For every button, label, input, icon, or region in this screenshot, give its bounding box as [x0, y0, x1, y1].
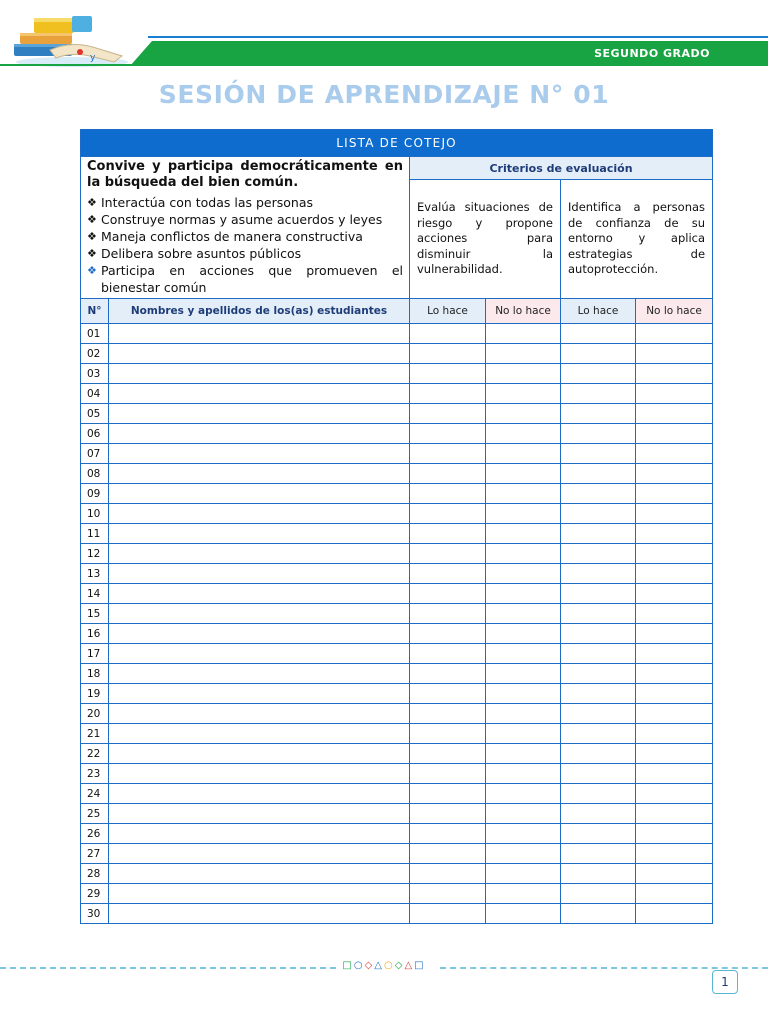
does-cell-2	[561, 704, 636, 724]
does-cell-2	[561, 624, 636, 644]
does-not-cell-2	[636, 384, 713, 404]
row-number: 18	[81, 664, 109, 684]
does-not-cell-2	[636, 844, 713, 864]
does-not-cell-2	[636, 724, 713, 744]
does-cell-2	[561, 724, 636, 744]
capacity-item	[87, 211, 403, 228]
does-not-cell-1	[486, 364, 561, 384]
does-not-cell-2	[636, 444, 713, 464]
row-number: 26	[81, 824, 109, 844]
student-name-cell	[109, 664, 410, 684]
page-title: SESIÓN DE APRENDIZAJE N° 01	[158, 80, 610, 109]
row-number: 19	[81, 684, 109, 704]
student-name-cell	[109, 704, 410, 724]
does-not-cell-2	[636, 624, 713, 644]
student-name-cell	[109, 344, 410, 364]
row-number: 01	[81, 324, 109, 344]
student-name-cell	[109, 624, 410, 644]
does-not-cell-1	[486, 704, 561, 724]
does-cell-2	[561, 604, 636, 624]
table-row	[81, 324, 713, 344]
does-cell-2	[561, 764, 636, 784]
checklist-table	[80, 129, 713, 924]
table-row	[81, 544, 713, 564]
does-cell-2	[561, 824, 636, 844]
student-name-cell	[109, 904, 410, 924]
student-name-cell	[109, 644, 410, 664]
does-cell-1	[410, 344, 486, 364]
decorative-shape-icon: ○	[353, 960, 365, 971]
header-top-rule	[148, 36, 768, 38]
student-name-cell	[109, 524, 410, 544]
row-number: 21	[81, 724, 109, 744]
header-left-rule	[0, 64, 134, 66]
table-row	[81, 424, 713, 444]
capacity-text: Maneja conflictos de manera constructiva	[101, 229, 363, 244]
does-not-cell-2	[636, 884, 713, 904]
row-number: 11	[81, 524, 109, 544]
does-not-cell-2	[636, 804, 713, 824]
svg-text:y: y	[90, 53, 96, 63]
capacity-item	[87, 194, 403, 211]
row-number: 30	[81, 904, 109, 924]
does-cell-1	[410, 564, 486, 584]
does-cell-2	[561, 464, 636, 484]
does-cell-2	[561, 684, 636, 704]
does-cell-2	[561, 564, 636, 584]
does-cell-2	[561, 664, 636, 684]
does-cell-1	[410, 404, 486, 424]
table-row	[81, 464, 713, 484]
does-not-cell-1	[486, 884, 561, 904]
table-row	[81, 564, 713, 584]
does-not-cell-1	[486, 904, 561, 924]
does-cell-2	[561, 884, 636, 904]
does-not-cell-1	[486, 804, 561, 824]
does-cell-1	[410, 744, 486, 764]
student-name-cell	[109, 384, 410, 404]
does-not-cell-1	[486, 444, 561, 464]
does-not-cell-2	[636, 484, 713, 504]
does-cell-1	[410, 864, 486, 884]
table-row	[81, 884, 713, 904]
does-cell-1	[410, 324, 486, 344]
does-not-cell-2	[636, 464, 713, 484]
does-not-cell-1	[486, 604, 561, 624]
does-not-cell-2	[636, 424, 713, 444]
does-cell-1	[410, 364, 486, 384]
does-not-cell-2	[636, 784, 713, 804]
does-cell-2	[561, 484, 636, 504]
page-header	[0, 0, 768, 72]
does-cell-2	[561, 384, 636, 404]
does-not-cell-2	[636, 704, 713, 724]
does-cell-2	[561, 744, 636, 764]
row-number: 03	[81, 364, 109, 384]
decorative-shape-icon: ○	[384, 960, 395, 971]
does-not-cell-2	[636, 864, 713, 884]
does-not-cell-1	[486, 664, 561, 684]
diamond-bullet-icon: ❖	[87, 264, 97, 277]
capacity-item	[87, 228, 403, 245]
student-name-cell	[109, 564, 410, 584]
table-row	[81, 844, 713, 864]
decorative-shape-icon: △	[374, 960, 384, 971]
capacity-text: Delibera sobre asuntos públicos	[101, 246, 302, 261]
table-row	[81, 744, 713, 764]
decorative-shape-icon: □	[342, 960, 354, 971]
student-name-cell	[109, 544, 410, 564]
does-cell-1	[410, 524, 486, 544]
student-name-cell	[109, 824, 410, 844]
column-header-does-1: Lo hace	[410, 299, 486, 324]
table-row	[81, 664, 713, 684]
row-number: 12	[81, 544, 109, 564]
column-header-number: N°	[81, 299, 109, 324]
table-row	[81, 804, 713, 824]
does-not-cell-2	[636, 404, 713, 424]
does-not-cell-1	[486, 324, 561, 344]
student-name-cell	[109, 884, 410, 904]
does-cell-2	[561, 424, 636, 444]
row-number: 24	[81, 784, 109, 804]
does-cell-2	[561, 804, 636, 824]
table-row	[81, 684, 713, 704]
does-cell-2	[561, 784, 636, 804]
column-header-does-not-2: No lo hace	[636, 299, 713, 324]
does-not-cell-1	[486, 764, 561, 784]
does-not-cell-1	[486, 344, 561, 364]
does-cell-2	[561, 364, 636, 384]
row-number: 17	[81, 644, 109, 664]
does-not-cell-1	[486, 784, 561, 804]
does-cell-1	[410, 484, 486, 504]
competency-title: Convive y participa democráticamente en la búsqueda del bien común.	[87, 159, 403, 190]
criterion-1: Evalúa situaciones de riesgo y propone acciones para disminuir la vulnerabilidad.	[410, 180, 561, 299]
row-number: 27	[81, 844, 109, 864]
does-not-cell-2	[636, 504, 713, 524]
capacity-item	[87, 262, 403, 296]
table-row	[81, 524, 713, 544]
does-not-cell-2	[636, 344, 713, 364]
student-name-cell	[109, 484, 410, 504]
does-not-cell-2	[636, 744, 713, 764]
does-cell-2	[561, 844, 636, 864]
does-cell-1	[410, 724, 486, 744]
does-cell-1	[410, 804, 486, 824]
does-cell-2	[561, 344, 636, 364]
row-number: 16	[81, 624, 109, 644]
row-number: 29	[81, 884, 109, 904]
does-not-cell-2	[636, 824, 713, 844]
student-name-cell	[109, 364, 410, 384]
does-not-cell-1	[486, 864, 561, 884]
capacity-text: Construye normas y asume acuerdos y leyes	[101, 212, 383, 227]
row-number: 09	[81, 484, 109, 504]
does-cell-1	[410, 644, 486, 664]
table-row	[81, 624, 713, 644]
does-not-cell-2	[636, 524, 713, 544]
books-illustration-icon	[10, 10, 128, 68]
student-name-cell	[109, 584, 410, 604]
diamond-bullet-icon: ❖	[87, 196, 97, 209]
row-number: 15	[81, 604, 109, 624]
does-not-cell-1	[486, 844, 561, 864]
decorative-shape-icon: △	[404, 960, 415, 971]
student-name-cell	[109, 744, 410, 764]
does-not-cell-1	[486, 684, 561, 704]
student-name-cell	[109, 464, 410, 484]
decorative-shape-icon: ◇	[394, 960, 405, 971]
does-not-cell-1	[486, 724, 561, 744]
does-cell-1	[410, 444, 486, 464]
table-row	[81, 764, 713, 784]
does-not-cell-1	[486, 544, 561, 564]
does-cell-1	[410, 824, 486, 844]
does-cell-2	[561, 544, 636, 564]
row-number: 02	[81, 344, 109, 364]
student-name-cell	[109, 424, 410, 444]
table-row	[81, 904, 713, 924]
row-number: 28	[81, 864, 109, 884]
does-not-cell-2	[636, 764, 713, 784]
does-cell-1	[410, 844, 486, 864]
diamond-bullet-icon: ❖	[87, 213, 97, 226]
diamond-bullet-icon: ❖	[87, 247, 97, 260]
does-not-cell-1	[486, 484, 561, 504]
does-cell-1	[410, 384, 486, 404]
does-cell-2	[561, 404, 636, 424]
does-not-cell-1	[486, 424, 561, 444]
capacities-list	[87, 194, 403, 296]
student-name-cell	[109, 324, 410, 344]
student-name-cell	[109, 764, 410, 784]
student-rows	[81, 324, 713, 924]
does-cell-1	[410, 664, 486, 684]
student-name-cell	[109, 684, 410, 704]
does-not-cell-1	[486, 624, 561, 644]
does-cell-2	[561, 524, 636, 544]
criterion-2: Identifica a personas de confianza de su entorno y aplica estrategias de autoprotección.	[561, 180, 713, 299]
does-not-cell-2	[636, 664, 713, 684]
does-not-cell-2	[636, 604, 713, 624]
does-not-cell-2	[636, 544, 713, 564]
does-not-cell-2	[636, 644, 713, 664]
decorative-shape-icon: ◇	[364, 960, 375, 971]
does-cell-1	[410, 704, 486, 724]
table-row	[81, 504, 713, 524]
table-row	[81, 384, 713, 404]
student-name-cell	[109, 784, 410, 804]
page-number: 1	[712, 970, 738, 994]
student-name-cell	[109, 404, 410, 424]
table-row	[81, 484, 713, 504]
does-cell-1	[410, 764, 486, 784]
row-number: 05	[81, 404, 109, 424]
does-not-cell-2	[636, 564, 713, 584]
does-not-cell-1	[486, 744, 561, 764]
does-cell-1	[410, 584, 486, 604]
capacity-item	[87, 245, 403, 262]
table-row	[81, 404, 713, 424]
row-number: 20	[81, 704, 109, 724]
does-not-cell-1	[486, 564, 561, 584]
table-row	[81, 444, 713, 464]
does-not-cell-1	[486, 524, 561, 544]
table-caption: LISTA DE COTEJO	[81, 130, 713, 157]
does-cell-2	[561, 444, 636, 464]
row-number: 22	[81, 744, 109, 764]
table-row	[81, 824, 713, 844]
does-cell-2	[561, 644, 636, 664]
does-cell-1	[410, 904, 486, 924]
capacity-text: Interactúa con todas las personas	[101, 195, 314, 210]
criteria-header: Criterios de evaluación	[410, 157, 713, 180]
does-cell-1	[410, 504, 486, 524]
table-row	[81, 364, 713, 384]
footer-shapes	[0, 960, 768, 971]
row-number: 25	[81, 804, 109, 824]
row-number: 04	[81, 384, 109, 404]
does-not-cell-1	[486, 384, 561, 404]
table-row	[81, 784, 713, 804]
does-cell-2	[561, 864, 636, 884]
student-name-cell	[109, 804, 410, 824]
does-cell-2	[561, 584, 636, 604]
grade-label: SEGUNDO GRADO	[594, 47, 710, 60]
table-row	[81, 864, 713, 884]
does-cell-1	[410, 424, 486, 444]
capacity-text: Participa en acciones que promueven el bienestar común	[101, 263, 403, 295]
decorative-shape-icon: □	[414, 960, 426, 971]
does-cell-2	[561, 324, 636, 344]
does-cell-1	[410, 544, 486, 564]
does-not-cell-1	[486, 404, 561, 424]
student-name-cell	[109, 504, 410, 524]
does-cell-1	[410, 604, 486, 624]
table-row	[81, 704, 713, 724]
table-row	[81, 724, 713, 744]
competency-cell	[81, 157, 410, 299]
row-number: 13	[81, 564, 109, 584]
column-header-does-not-1: No lo hace	[486, 299, 561, 324]
row-number: 08	[81, 464, 109, 484]
does-not-cell-1	[486, 504, 561, 524]
column-header-names: Nombres y apellidos de los(as) estudiantes	[109, 299, 410, 324]
row-number: 07	[81, 444, 109, 464]
student-name-cell	[109, 604, 410, 624]
does-not-cell-1	[486, 464, 561, 484]
row-number: 14	[81, 584, 109, 604]
does-not-cell-2	[636, 584, 713, 604]
row-number: 06	[81, 424, 109, 444]
does-not-cell-2	[636, 364, 713, 384]
table-row	[81, 604, 713, 624]
does-cell-1	[410, 784, 486, 804]
does-not-cell-1	[486, 824, 561, 844]
does-cell-1	[410, 624, 486, 644]
row-number: 10	[81, 504, 109, 524]
does-cell-1	[410, 464, 486, 484]
student-name-cell	[109, 444, 410, 464]
does-cell-1	[410, 684, 486, 704]
table-row	[81, 644, 713, 664]
student-name-cell	[109, 864, 410, 884]
student-name-cell	[109, 844, 410, 864]
does-not-cell-2	[636, 684, 713, 704]
table-row	[81, 344, 713, 364]
does-cell-1	[410, 884, 486, 904]
student-name-cell	[109, 724, 410, 744]
does-cell-2	[561, 504, 636, 524]
does-cell-2	[561, 904, 636, 924]
table-row	[81, 584, 713, 604]
column-header-does-2: Lo hace	[561, 299, 636, 324]
does-not-cell-1	[486, 644, 561, 664]
row-number: 23	[81, 764, 109, 784]
diamond-bullet-icon: ❖	[87, 230, 97, 243]
does-not-cell-2	[636, 324, 713, 344]
does-not-cell-2	[636, 904, 713, 924]
does-not-cell-1	[486, 584, 561, 604]
